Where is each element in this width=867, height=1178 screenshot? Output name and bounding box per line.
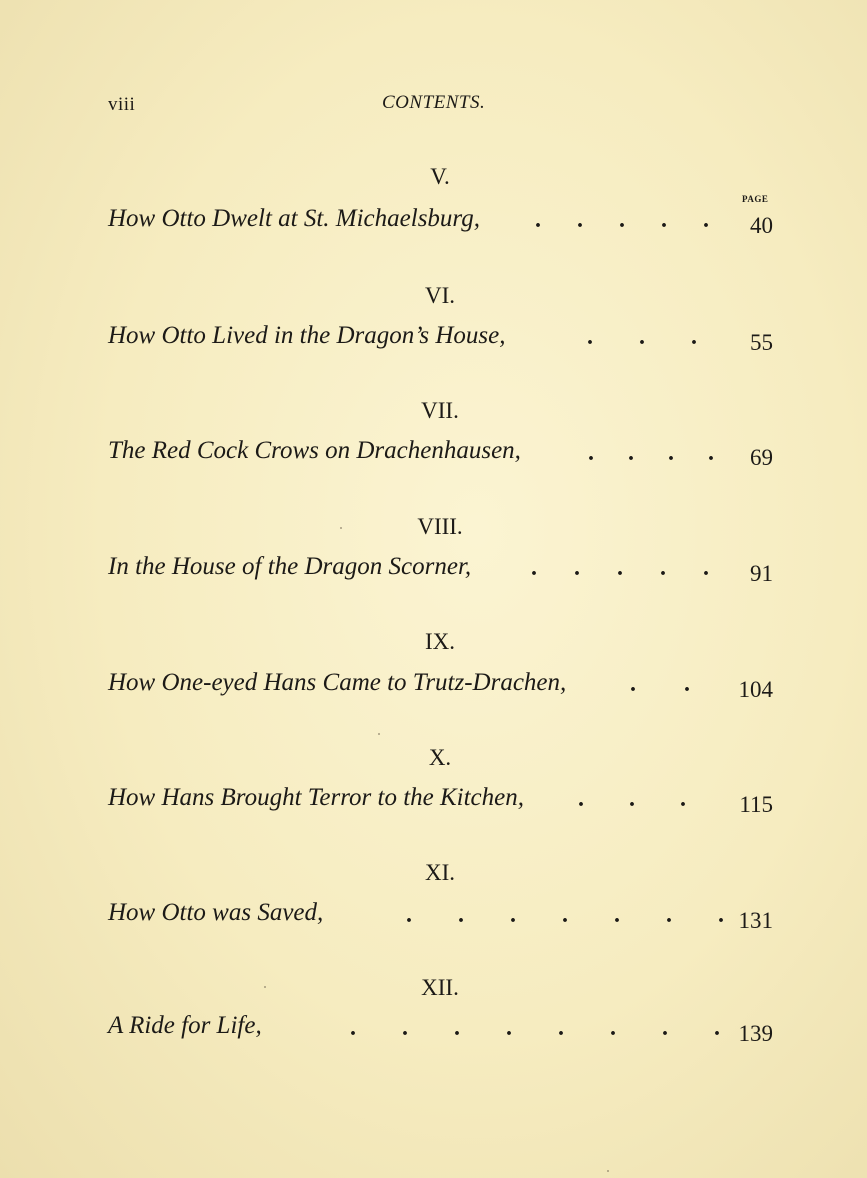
chapter-numeral: V. — [430, 164, 450, 189]
chapter-title: How One-eyed Hans Came to Trutz-Drachen, — [108, 669, 567, 696]
paper-speck — [264, 986, 266, 988]
header-page-number: viii — [108, 94, 136, 115]
dot-leader: . . . . — [588, 440, 714, 466]
chapter-title: How Hans Brought Terror to the Kitchen, — [108, 784, 524, 811]
chapter-page-number: 139 — [738, 1021, 773, 1046]
chapter-numeral: IX. — [424, 629, 456, 654]
chapter-title: How Otto Dwelt at St. Michaelsburg, — [108, 205, 480, 232]
dot-leader: . . — [630, 671, 690, 697]
dot-leader: . . . . . . . . — [350, 1015, 720, 1041]
chapter-numeral: VIII. — [417, 514, 463, 539]
paper-speck — [340, 527, 342, 529]
dot-leader: . . . . . . . — [406, 902, 724, 928]
paper-speck — [378, 733, 380, 735]
chapter-title: A Ride for Life, — [108, 1012, 262, 1039]
chapter-page-number: 91 — [750, 561, 773, 586]
chapter-numeral: X. — [428, 745, 452, 770]
dot-leader: . . . — [578, 786, 686, 812]
chapter-title: How Otto was Saved, — [108, 899, 324, 926]
chapter-title: How Otto Lived in the Dragon’s House, — [108, 322, 506, 349]
dot-leader: . . . . . — [535, 207, 709, 233]
dot-leader: . . . — [587, 324, 697, 350]
chapter-numeral: XII. — [421, 975, 459, 1000]
chapter-page-number: 40 — [750, 213, 773, 238]
chapter-page-number: 131 — [738, 908, 773, 933]
chapter-page-number: 69 — [750, 445, 773, 470]
chapter-numeral: VII. — [421, 398, 459, 423]
paper-speck — [607, 1170, 609, 1172]
header-title: CONTENTS. — [382, 92, 486, 113]
chapter-page-number: 115 — [739, 792, 773, 817]
chapter-numeral: VI. — [424, 283, 456, 308]
chapter-page-number: 104 — [738, 677, 773, 702]
dot-leader: . . . . . — [531, 555, 709, 581]
chapter-title: The Red Cock Crows on Drachenhausen, — [108, 437, 521, 464]
chapter-page-number: 55 — [750, 330, 773, 355]
chapter-numeral: XI. — [424, 860, 456, 885]
chapter-title: In the House of the Dragon Scorner, — [108, 553, 472, 580]
page-column-label: PAGE — [742, 194, 769, 204]
